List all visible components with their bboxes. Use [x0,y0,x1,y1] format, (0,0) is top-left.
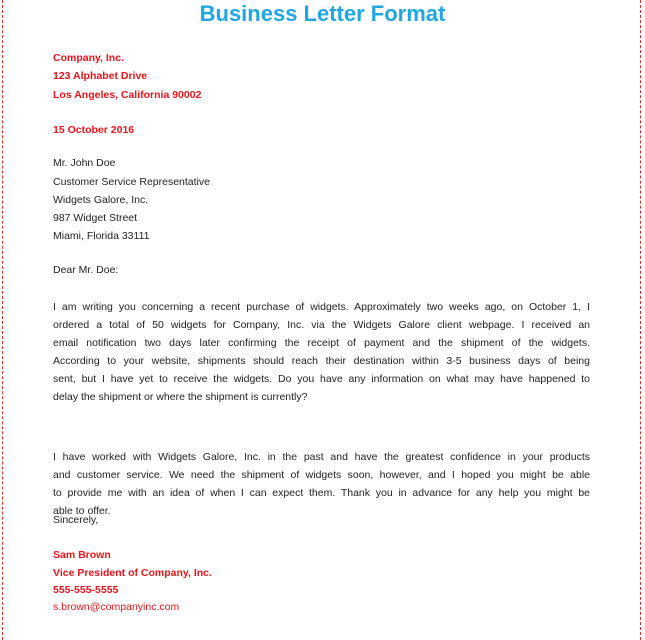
signature-name: Sam Brown [53,549,111,561]
paragraph-line: delay the shipment or where the shipment is currently? [53,391,308,403]
sender-company: Company, Inc. [53,52,124,64]
sender-city: Los Angeles, California 90002 [53,89,202,101]
recipient-company: Widgets Galore, Inc. [53,194,149,206]
paragraph-line: to provide me with an idea of when I can expect them. Thank you in advance for any help you might be [53,487,590,499]
closing: Sincerely, [53,514,99,526]
salutation: Dear Mr. Doe: [53,264,119,276]
paragraph-line: able to offer. [53,505,111,517]
paragraph-line: I have worked with Widgets Galore, Inc. in the past and have the greatest confidence in your products [53,451,590,463]
recipient-city: Miami, Florida 33111 [53,230,150,242]
letter-date: 15 October 2016 [53,124,135,136]
signature-email: s.brown@companyinc.com [53,601,180,613]
sender-street: 123 Alphabet Drive [53,70,148,82]
signature-phone: 555-555-5555 [53,584,119,596]
recipient-name: Mr. John Doe [53,157,116,169]
body-paragraph-1 [53,298,590,406]
paragraph-line: sent, but I have yet to receive the widgets. Do you have any information on what may have happened to [53,373,590,385]
page-border-right [640,0,641,640]
signature-title: Vice President of Company, Inc. [53,567,212,579]
page-border-left [2,0,3,640]
paragraph-line: According to your website, shipments should reach their destination within 3-5 business days of being [53,355,590,367]
paragraph-line: ordered a total of 50 widgets for Company, Inc. via the Widgets Galore client webpage. I received an [53,319,590,331]
paragraph-line: and customer service. We need the shipment of widgets soon, however, and I hoped you might be able [53,469,590,481]
paragraph-line: email notification two days later confirming the receipt of payment and the shipment of the widgets. [53,337,590,349]
paragraph-line: I am writing you concerning a recent purchase of widgets. Approximately two weeks ago, on October 1, I [53,301,590,313]
recipient-title: Customer Service Representative [53,176,210,188]
document-title: Business Letter Format [199,1,446,26]
body-paragraph-2 [53,448,590,520]
recipient-street: 987 Widget Street [53,212,138,224]
